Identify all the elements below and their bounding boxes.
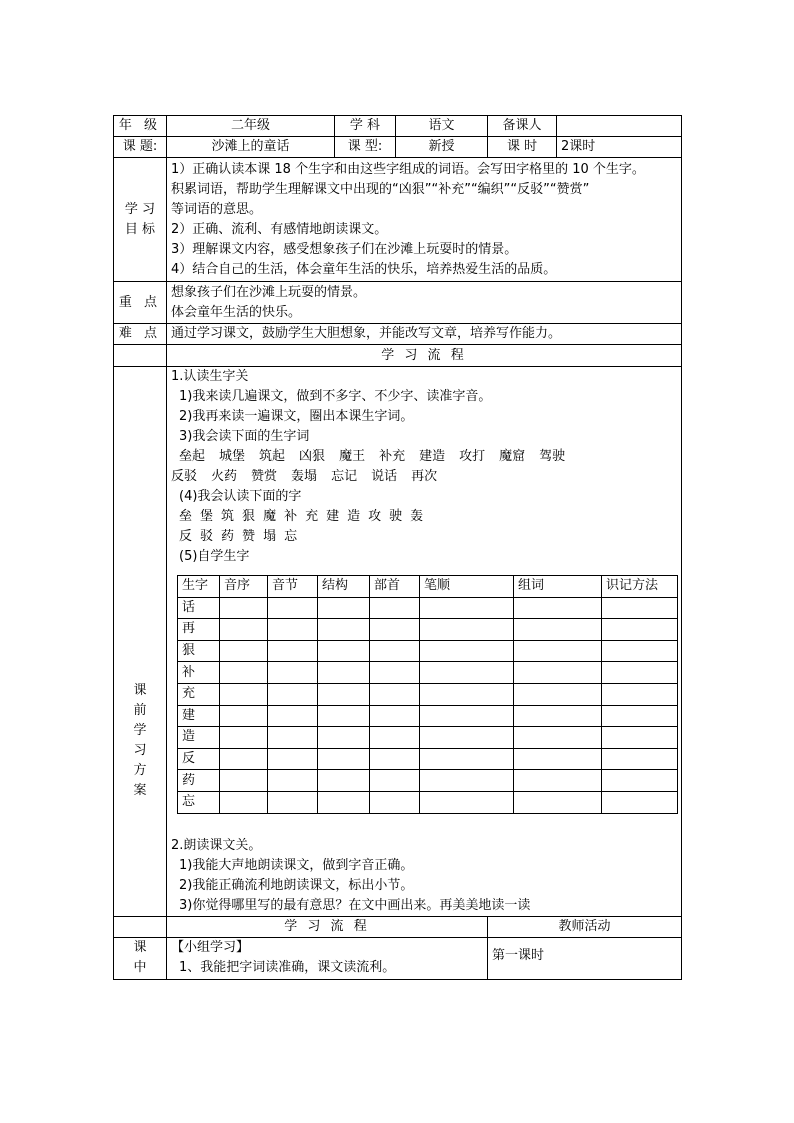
table-cell [318, 640, 370, 662]
table-row [178, 597, 678, 619]
table-cell [370, 727, 420, 749]
table-cell [420, 619, 514, 641]
group-study-item: 1、我能把字词读准确，课文读流利。 [179, 959, 396, 975]
step-3: 3)我会读下面的生字词 [179, 429, 310, 444]
table-cell [370, 748, 420, 770]
objectives-content [167, 158, 682, 282]
table-row [178, 727, 678, 749]
inclass-title-blank [114, 916, 167, 937]
prelesson-label-char: 前 [133, 703, 147, 719]
prelesson-label-char: 方 [133, 763, 147, 779]
prelesson-label-char: 课 [133, 683, 147, 699]
table-cell [514, 727, 602, 749]
vocab-word: 赞赏 [251, 469, 278, 484]
vocab-char: 造 [347, 509, 361, 524]
table-cell [514, 770, 602, 792]
header-row-1 [114, 116, 682, 137]
vocab-char: 忘 [284, 529, 298, 544]
difficulty-content: 通过学习课文，鼓励学生大胆想象，并能改写文章，培养写作能力。 [167, 324, 682, 345]
inclass-label-char: 课 [133, 940, 147, 956]
table-cell [318, 748, 370, 770]
self-study-table [177, 575, 678, 814]
table-cell [514, 619, 602, 641]
table-cell [220, 770, 268, 792]
vocab-word: 垒起 [179, 449, 206, 464]
chars-row-1 [171, 507, 677, 527]
lesson-plan-table [113, 115, 682, 980]
table-cell [514, 640, 602, 662]
table-header: 结构 [318, 576, 370, 598]
table-cell [420, 705, 514, 727]
vocab-word: 反驳 [171, 469, 198, 484]
step-4: (4)我会认读下面的字 [179, 489, 302, 504]
prelesson-row [114, 367, 682, 917]
table-cell [268, 640, 318, 662]
prelesson-label-char: 案 [133, 783, 147, 799]
table-header: 部首 [370, 576, 420, 598]
vocab-char: 魔 [263, 509, 277, 524]
table-cell [420, 662, 514, 684]
group-study-title: 【小组学习】 [171, 939, 250, 955]
preparer-value [557, 116, 682, 137]
table-char: 再 [178, 619, 220, 641]
vocab-word: 说话 [371, 469, 398, 484]
table-cell [268, 662, 318, 684]
table-char: 补 [178, 662, 220, 684]
vocab-char: 塌 [263, 529, 277, 544]
table-row [178, 705, 678, 727]
vocab-word: 攻打 [459, 449, 486, 464]
table-cell [220, 640, 268, 662]
vocab-word: 再次 [411, 469, 438, 484]
table-cell [370, 662, 420, 684]
table-cell [420, 640, 514, 662]
table-cell [268, 748, 318, 770]
table-header: 组词 [514, 576, 602, 598]
vocab-word: 建造 [419, 449, 446, 464]
table-cell [220, 705, 268, 727]
vocab-char: 驶 [389, 509, 403, 524]
key-points-row [114, 282, 682, 324]
vocab-word: 城堡 [219, 449, 246, 464]
table-cell [318, 597, 370, 619]
table-cell [420, 791, 514, 813]
table-char: 忘 [178, 791, 220, 813]
vocab-char: 充 [305, 509, 319, 524]
table-cell [420, 770, 514, 792]
vocab-word: 轰塌 [291, 469, 318, 484]
vocab-word: 筑起 [259, 449, 286, 464]
header-row-2 [114, 137, 682, 158]
table-cell [514, 748, 602, 770]
objectives-label [114, 158, 167, 282]
table-cell [220, 597, 268, 619]
table-cell [220, 683, 268, 705]
key-point-line: 体会童年生活的快乐。 [171, 304, 302, 320]
table-char: 话 [178, 597, 220, 619]
table-row [178, 683, 678, 705]
table-cell [602, 770, 678, 792]
vocab-word: 驾驶 [539, 449, 566, 464]
subject-label: 学 科 [335, 116, 396, 137]
table-char: 狠 [178, 640, 220, 662]
step-1: 1)我来读几遍课文，做到不多字、不少字、读准字音。 [179, 389, 492, 404]
words-row-2 [171, 467, 677, 487]
table-cell [318, 619, 370, 641]
table-cell [514, 683, 602, 705]
table-row [178, 662, 678, 684]
hours-value: 2课时 [557, 137, 682, 158]
objective-line: 等词语的意思。 [171, 201, 263, 217]
table-row [178, 770, 678, 792]
prelesson-content [167, 367, 682, 917]
table-cell [318, 791, 370, 813]
hours-label: 课 时 [488, 137, 557, 158]
objectives-row [114, 158, 682, 282]
step-2: 2)我再来读一遍课文，圈出本课生字词。 [179, 409, 414, 424]
table-cell [370, 640, 420, 662]
table-char: 造 [178, 727, 220, 749]
table-cell [420, 683, 514, 705]
table-cell [420, 597, 514, 619]
section2-title: 2.朗读课文关。 [171, 837, 262, 853]
table-cell [602, 640, 678, 662]
difficulty-label: 难 点 [114, 324, 167, 345]
table-row [178, 619, 678, 641]
vocab-word: 忘记 [331, 469, 358, 484]
chars-row-2 [171, 527, 677, 547]
vocab-word: 凶狠 [299, 449, 326, 464]
table-char: 建 [178, 705, 220, 727]
vocab-char: 反 [179, 529, 193, 544]
vocab-char: 建 [326, 509, 340, 524]
key-point-line: 想象孩子们在沙滩上玩耍的情景。 [171, 284, 367, 300]
self-study-header-row [178, 576, 678, 598]
table-cell [268, 597, 318, 619]
table-cell [220, 619, 268, 641]
vocab-char: 攻 [368, 509, 382, 524]
read-step-2: 2)我能正确流利地朗读课文，标出小节。 [179, 877, 414, 893]
topic-value: 沙滩上的童话 [167, 137, 335, 158]
table-cell [514, 705, 602, 727]
table-cell [268, 727, 318, 749]
vocab-char: 狠 [242, 509, 256, 524]
table-cell [220, 791, 268, 813]
table-cell [268, 683, 318, 705]
prelesson-label [114, 367, 167, 917]
objective-line: 4）结合自己的生活，体会童年生活的快乐，培养热爱生活的品质。 [171, 261, 557, 277]
objectives-label-line: 目 标 [124, 221, 156, 237]
table-cell [318, 727, 370, 749]
vocab-char: 轰 [410, 509, 424, 524]
table-cell [370, 791, 420, 813]
table-cell [514, 597, 602, 619]
vocab-char: 赞 [242, 529, 256, 544]
table-cell [220, 662, 268, 684]
step-5: (5)自学生字 [179, 549, 250, 564]
table-row [178, 748, 678, 770]
vocab-char: 药 [221, 529, 235, 544]
table-cell [268, 791, 318, 813]
table-char: 充 [178, 683, 220, 705]
table-cell [420, 727, 514, 749]
table-header: 笔顺 [420, 576, 514, 598]
preparer-label: 备课人 [488, 116, 557, 137]
type-value: 新授 [396, 137, 488, 158]
prelesson-label-char: 学 [133, 723, 147, 739]
table-header: 生字 [178, 576, 220, 598]
read-step-1: 1)我能大声地朗读课文，做到字音正确。 [179, 857, 414, 873]
vocab-char: 垒 [179, 509, 193, 524]
section1-title: 1.认读生字关 [171, 369, 249, 384]
table-cell [318, 662, 370, 684]
table-cell [370, 683, 420, 705]
subject-value: 语文 [396, 116, 488, 137]
table-cell [602, 619, 678, 641]
table-header: 音节 [268, 576, 318, 598]
table-cell [318, 683, 370, 705]
teacher-activity-title: 教师活动 [488, 916, 682, 937]
key-points-label: 重 点 [114, 282, 167, 324]
table-cell [602, 727, 678, 749]
objective-line: 3）理解课文内容，感受想象孩子们在沙滩上玩耍时的情景。 [171, 241, 518, 257]
table-cell [268, 770, 318, 792]
objectives-label-line: 学 习 [124, 201, 156, 217]
vocab-word: 补充 [379, 449, 406, 464]
table-cell [220, 727, 268, 749]
vocab-char: 补 [284, 509, 298, 524]
key-points-content [167, 282, 682, 324]
table-cell [602, 683, 678, 705]
difficulty-row [114, 324, 682, 345]
table-cell [514, 791, 602, 813]
type-label: 课 型: [335, 137, 396, 158]
objective-line: 1）正确认读本课 18 个生字和由这些字组成的词语。会写田字格里的 10 个生字。 [171, 161, 645, 177]
table-cell [420, 748, 514, 770]
table-header: 识记方法 [602, 576, 678, 598]
prelesson-label-char: 习 [133, 743, 147, 759]
flow-title: 学 习 流 程 [167, 345, 682, 367]
table-cell [602, 662, 678, 684]
flow-title-row [114, 345, 682, 367]
table-row [178, 640, 678, 662]
inclass-flow-title: 学 习 流 程 [167, 916, 488, 937]
table-cell [602, 748, 678, 770]
vocab-word: 魔窟 [499, 449, 526, 464]
table-char: 反 [178, 748, 220, 770]
vocab-char: 堡 [200, 509, 214, 524]
table-cell [602, 597, 678, 619]
table-cell [268, 619, 318, 641]
table-header: 音序 [220, 576, 268, 598]
objective-line: 积累词语，帮助学生理解课文中出现的“凶狠”“补充”“编织”“反驳”“赞赏” [171, 181, 590, 197]
inclass-row [114, 937, 682, 979]
lesson-plan [113, 115, 681, 980]
table-cell [370, 770, 420, 792]
words-row-1 [171, 447, 677, 467]
table-cell [318, 705, 370, 727]
table-cell [220, 748, 268, 770]
table-row [178, 791, 678, 813]
inclass-content [167, 937, 488, 979]
read-step-3: 3)你觉得哪里写的最有意思？在文中画出来。再美美地读一读 [179, 897, 531, 913]
table-cell [318, 770, 370, 792]
table-cell [370, 705, 420, 727]
inclass-title-row [114, 916, 682, 937]
table-cell [602, 791, 678, 813]
table-char: 药 [178, 770, 220, 792]
vocab-char: 筑 [221, 509, 235, 524]
inclass-label [114, 937, 167, 979]
grade-label: 年 级 [114, 116, 167, 137]
grade-value: 二年级 [167, 116, 335, 137]
vocab-char: 驳 [200, 529, 214, 544]
teacher-activity-content: 第一课时 [488, 937, 682, 979]
vocab-word: 魔王 [339, 449, 366, 464]
objective-line: 2）正确、流利、有感情地朗读课文。 [171, 221, 388, 237]
inclass-label-char: 中 [133, 960, 147, 976]
vocab-word: 火药 [211, 469, 238, 484]
table-cell [514, 662, 602, 684]
table-cell [370, 619, 420, 641]
table-cell [268, 705, 318, 727]
topic-label: 课 题: [114, 137, 167, 158]
flow-title-blank [114, 345, 167, 367]
table-cell [602, 705, 678, 727]
table-cell [370, 597, 420, 619]
